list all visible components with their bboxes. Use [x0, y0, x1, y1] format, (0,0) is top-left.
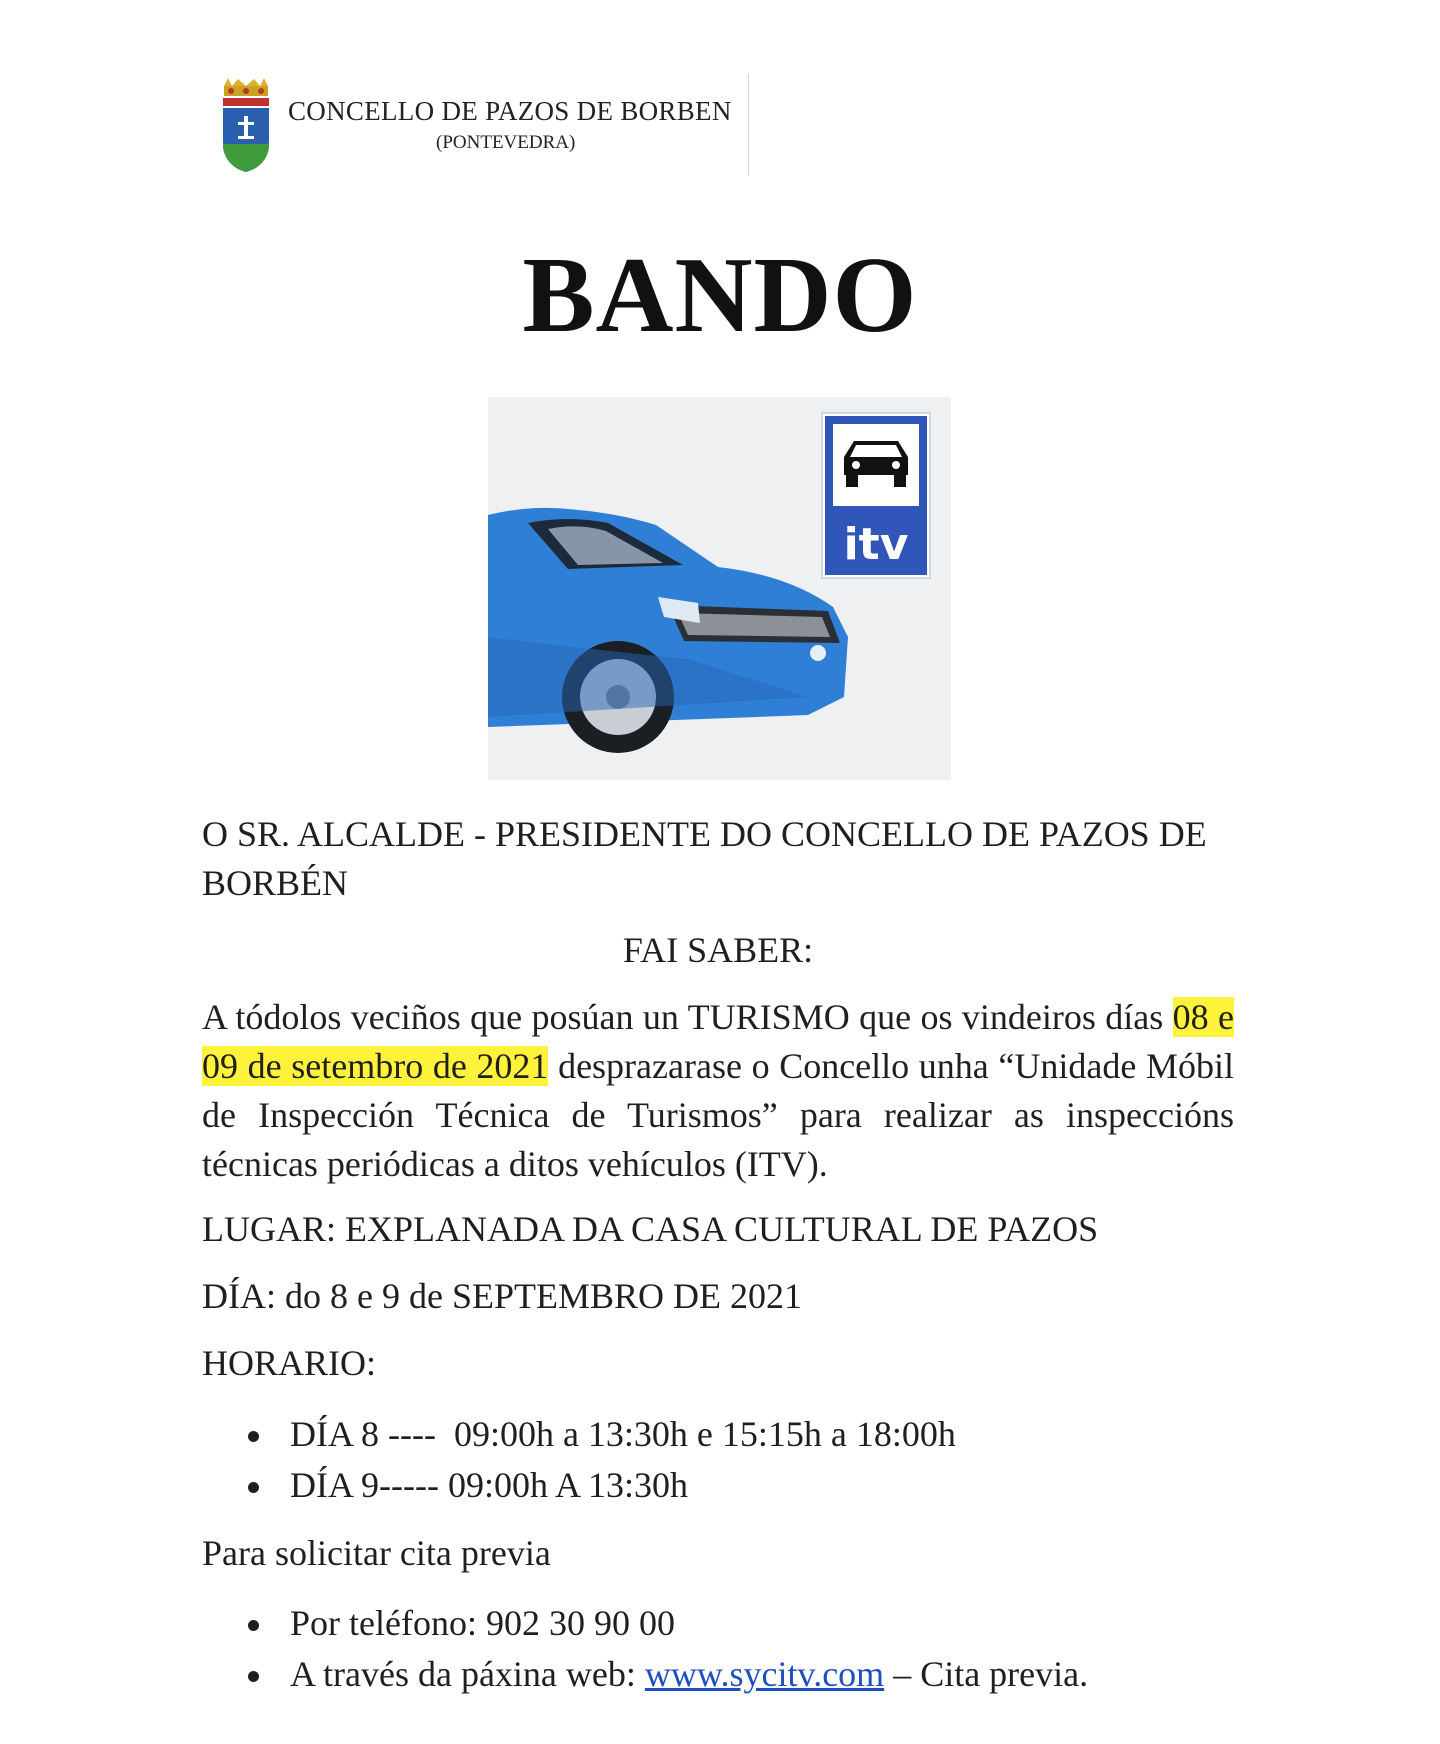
itv-sign: [822, 413, 930, 578]
schedule-heading: HORARIO:: [202, 1343, 377, 1383]
issuer-statement: O SR. ALCALDE - PRESIDENTE DO CONCELLO DE PAZOS DE BORBÉN: [202, 814, 1207, 903]
phone-item: Por teléfono: 902 30 90 00: [248, 1598, 1228, 1649]
municipal-coat-of-arms-icon: [218, 78, 274, 174]
paragraph-text-end: desprazarase o Concello unha “Unidade Móbil de Inspección Técnica de Turismos” para realizar as inspeccións técnicas periódicas a ditos vehículos (ITV).: [202, 1046, 1234, 1184]
location-line: LUGAR: EXPLANADA DA CASA CULTURAL DE PAZOS: [202, 1209, 1099, 1249]
list-item: DÍA 8 ---- 09:00h a 13:30h e 15:15h a 18:00h: [248, 1409, 1228, 1460]
web-suffix: – Cita previa.: [884, 1654, 1089, 1694]
highlighted-dates: 08 e 09 de setembro de 2021: [202, 997, 1234, 1086]
header-divider: [748, 74, 749, 176]
list-item: DÍA 9----- 09:00h A 13:30h: [248, 1460, 1228, 1511]
fai-saber-heading: FAI SABER:: [622, 930, 814, 970]
announcement-paragraph: [202, 993, 1234, 1189]
date-line: DÍA: do 8 e 9 de SEPTEMBRO DE 2021: [202, 1276, 802, 1316]
appointment-list: [248, 1598, 1228, 1700]
municipality-name: CONCELLO DE PAZOS DE BORBEN: [288, 96, 732, 126]
page-title: BANDO: [522, 236, 918, 355]
letterhead: [218, 78, 756, 178]
sycitv-link[interactable]: www.sycitv.com: [644, 1654, 885, 1694]
paragraph-text-start: A tódolos veciños que posúan un TURISMO que os vindeiros días: [202, 997, 1173, 1037]
itv-car-illustration: [488, 397, 951, 780]
itv-sign-label: itv: [843, 519, 909, 570]
appointment-heading: Para solicitar cita previa: [202, 1533, 551, 1573]
schedule-list: [248, 1409, 1228, 1511]
web-item: [248, 1649, 1228, 1700]
province-name: (PONTEVEDRA): [436, 132, 576, 153]
web-prefix: A través da páxina web:: [290, 1654, 645, 1694]
